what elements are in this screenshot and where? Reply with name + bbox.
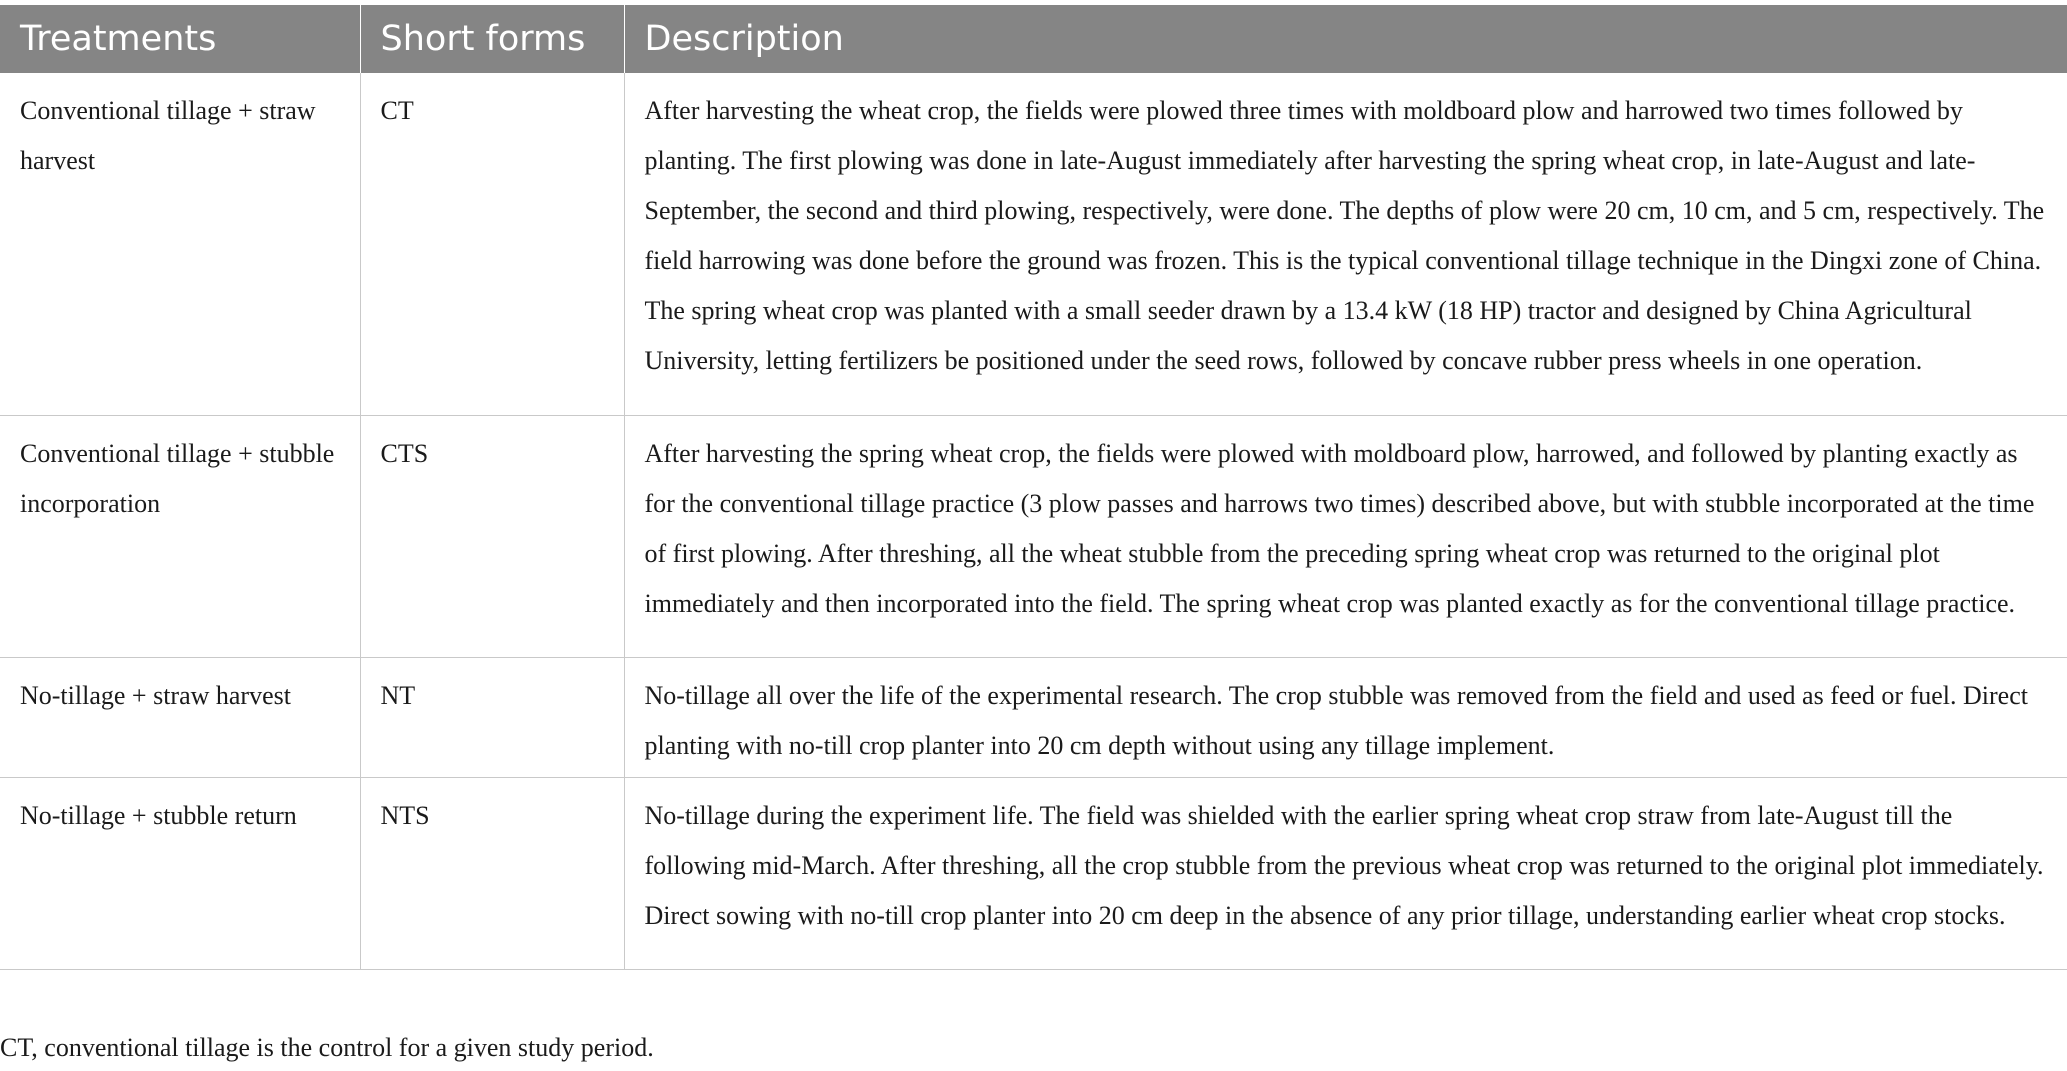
short-form-cell: NT bbox=[360, 657, 624, 777]
short-form-cell: CTS bbox=[360, 415, 624, 657]
table-header-row bbox=[0, 5, 2067, 73]
table-row bbox=[0, 415, 2067, 657]
table-row bbox=[0, 657, 2067, 777]
treatment-cell: Conventional tillage + stubble incorporation bbox=[0, 415, 360, 657]
description-cell: No-tillage during the experiment life. The field was shielded with the earlier spring wheat crop straw from late-August till the following mid-March. After threshing, all the crop stubble from the previous wheat crop was returned to the original plot immediately. Direct sowing with no-till crop planter into 20 cm deep in the absence of any prior tillage, understanding earlier wheat crop stocks. bbox=[624, 777, 2067, 969]
table-footnote: CT, conventional tillage is the control for a given study period. bbox=[0, 1033, 654, 1062]
description-cell: After harvesting the spring wheat crop, the fields were plowed with moldboard plow, harrowed, and followed by planting exactly as for the conventional tillage practice (3 plow passes and harrows two times) described above, but with stubble incorporated at the time of first plowing. After threshing, all the wheat stubble from the preceding spring wheat crop was returned to the original plot immediately and then incorporated into the field. The spring wheat crop was planted exactly as for the conventional tillage practice. bbox=[624, 415, 2067, 657]
treatment-cell: No-tillage + stubble return bbox=[0, 777, 360, 969]
treatment-cell: Conventional tillage + straw harvest bbox=[0, 73, 360, 415]
table-row bbox=[0, 777, 2067, 969]
description-cell: No-tillage all over the life of the experimental research. The crop stubble was removed from the field and used as feed or fuel. Direct planting with no-till crop planter into 20 cm depth without using any tillage implement. bbox=[624, 657, 2067, 777]
header-treatments: Treatments bbox=[0, 5, 360, 73]
short-form-cell: CT bbox=[360, 73, 624, 415]
description-cell: After harvesting the wheat crop, the fields were plowed three times with moldboard plow and harrowed two times followed by planting. The first plowing was done in late-August immediately after harvesting the spring wheat crop, in late-August and late-September, the second and third plowing, respectively, were done. The depths of plow were 20 cm, 10 cm, and 5 cm, respectively. The field harrowing was done before the ground was frozen. This is the typical conventional tillage technique in the Dingxi zone of China. The spring wheat crop was planted with a small seeder drawn by a 13.4 kW (18 HP) tractor and designed by China Agricultural University, letting fertilizers be positioned under the seed rows, followed by concave rubber press wheels in one operation. bbox=[624, 73, 2067, 415]
treatments-table-container bbox=[0, 5, 2067, 970]
short-form-cell: NTS bbox=[360, 777, 624, 969]
treatment-cell: No-tillage + straw harvest bbox=[0, 657, 360, 777]
treatments-table bbox=[0, 5, 2067, 970]
header-description: Description bbox=[624, 5, 2067, 73]
table-row bbox=[0, 73, 2067, 415]
header-short-forms: Short forms bbox=[360, 5, 624, 73]
